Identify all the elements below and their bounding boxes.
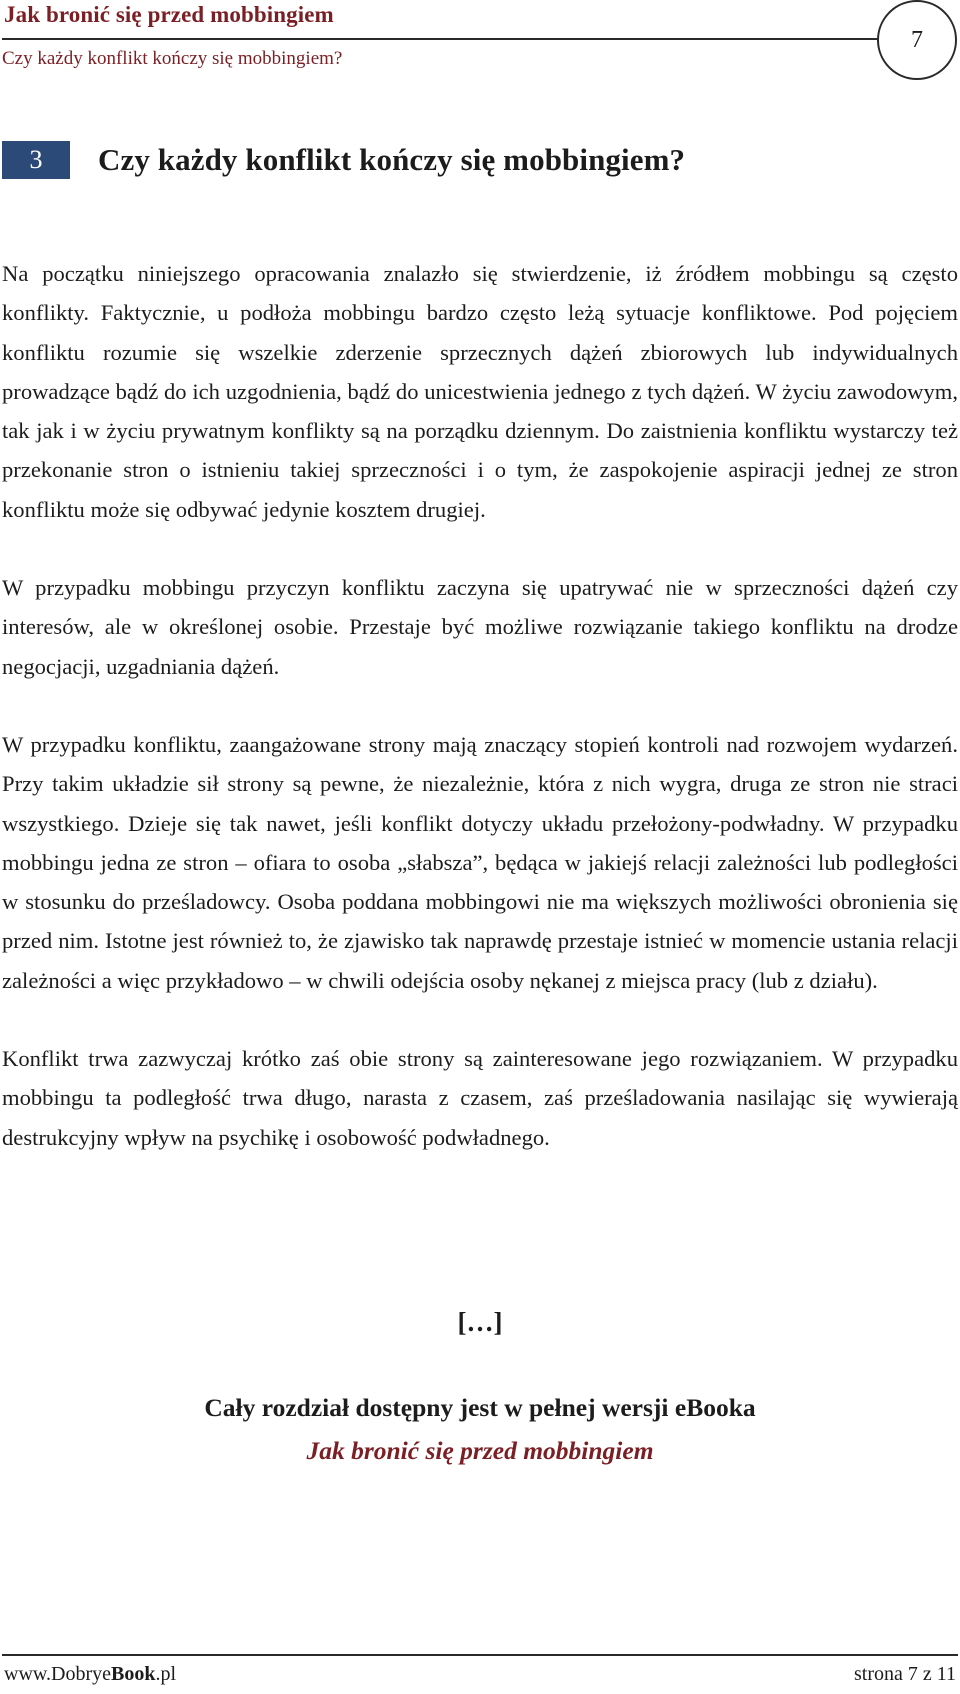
paragraph: W przypadku konfliktu, zaangażowane strony mają znaczący stopień kontroli nad rozwojem wydarzeń. Przy takim układzie sił strony są pewne, że niezależnie, która z nich wygra, druga ze stron nie straci wszystkiego. Dzieje się tak nawet, jeśli konflikt dotyczy układu przełożony-podwładny. W przypadku mobbingu jedna ze stron – ofiara to osoba „słabsza”, będąca w jakiejś relacji zależności lub podległości w stosunku do prześladowcy. Osoba poddana mobbingowi nie ma większych możliwości obronienia się przed nim. Istotne jest również to, że zjawisko tak naprawdę przestaje istnieć w momencie ustania relacji zależności a więc przykładowo – w chwili odejścia osoby nękanej z miejsca pracy (lub z działu). bbox=[2, 731, 958, 993]
paragraph: W przypadku mobbingu przyczyn konfliktu zaczyna się upatrywać nie w sprzeczności dążeń czy interesów, ale w określonej osobie. Przestaje być możliwe rozwiązanie takiego konfliktu na drodze negocjacji, uzgadniania dążeń. bbox=[2, 575, 958, 679]
footer-site-link[interactable] bbox=[4, 1663, 176, 1686]
site-prefix: www.Dobrye bbox=[4, 1663, 112, 1685]
site-bold: Book bbox=[111, 1663, 156, 1685]
ellipsis-marker: […] bbox=[457, 1307, 503, 1337]
ebook-cta-title[interactable]: Jak bronić się przed mobbingiem bbox=[306, 1436, 654, 1465]
ebook-cta-line: Cały rozdział dostępny jest w pełnej wersji eBooka bbox=[204, 1393, 756, 1422]
paragraph: Na początku niniejszego opracowania znalazło się stwierdzenie, iż źródłem mobbingu są często konflikty. Faktycznie, u podłoża mobbingu bardzo często leżą sytuacje konfliktowe. Pod pojęciem konfliktu rozumie się wszelkie zderzenie sprzecznych dążeń zbiorowych lub indywidualnych prowadzące bądź do ich uzgodnienia, bądź do unicestwienia jednego z tych dążeń. W życiu zawodowym, tak jak i w życiu prywatnym konflikty są na porządku dziennym. Do zaistnienia konfliktu wystarczy też przekonanie stron o istnieniu takiej sprzeczności i o tym, że zaspokojenie aspiracji jednej ze stron konfliktu może się odbywać jedynie kosztem drugiej. bbox=[2, 261, 958, 522]
body-text bbox=[2, 254, 958, 1196]
chapter-subtitle: Czy każdy konflikt kończy się mobbingiem? bbox=[2, 48, 343, 69]
section-number: 3 bbox=[2, 141, 70, 179]
footer-rule bbox=[2, 1654, 958, 1656]
page-number: 7 bbox=[911, 26, 923, 53]
page-number-badge bbox=[877, 0, 957, 80]
paragraph: Konflikt trwa zazwyczaj krótko zaś obie strony są zainteresowane jego rozwiązaniem. W przypadku mobbingu ta podległość trwa długo, narasta z czasem, zaś prześladowania nasilając się wywierają destrukcyjny wpływ na psychikę i osobowość podwładnego. bbox=[2, 1046, 958, 1150]
book-title: Jak bronić się przed mobbingiem bbox=[4, 2, 334, 27]
section-heading bbox=[2, 140, 685, 180]
header-rule bbox=[2, 38, 882, 40]
page-header bbox=[0, 0, 960, 80]
site-suffix: .pl bbox=[155, 1663, 177, 1685]
section-title: Czy każdy konflikt kończy się mobbingiem? bbox=[98, 142, 686, 177]
footer-page-info: strona 7 z 11 bbox=[853, 1663, 956, 1685]
